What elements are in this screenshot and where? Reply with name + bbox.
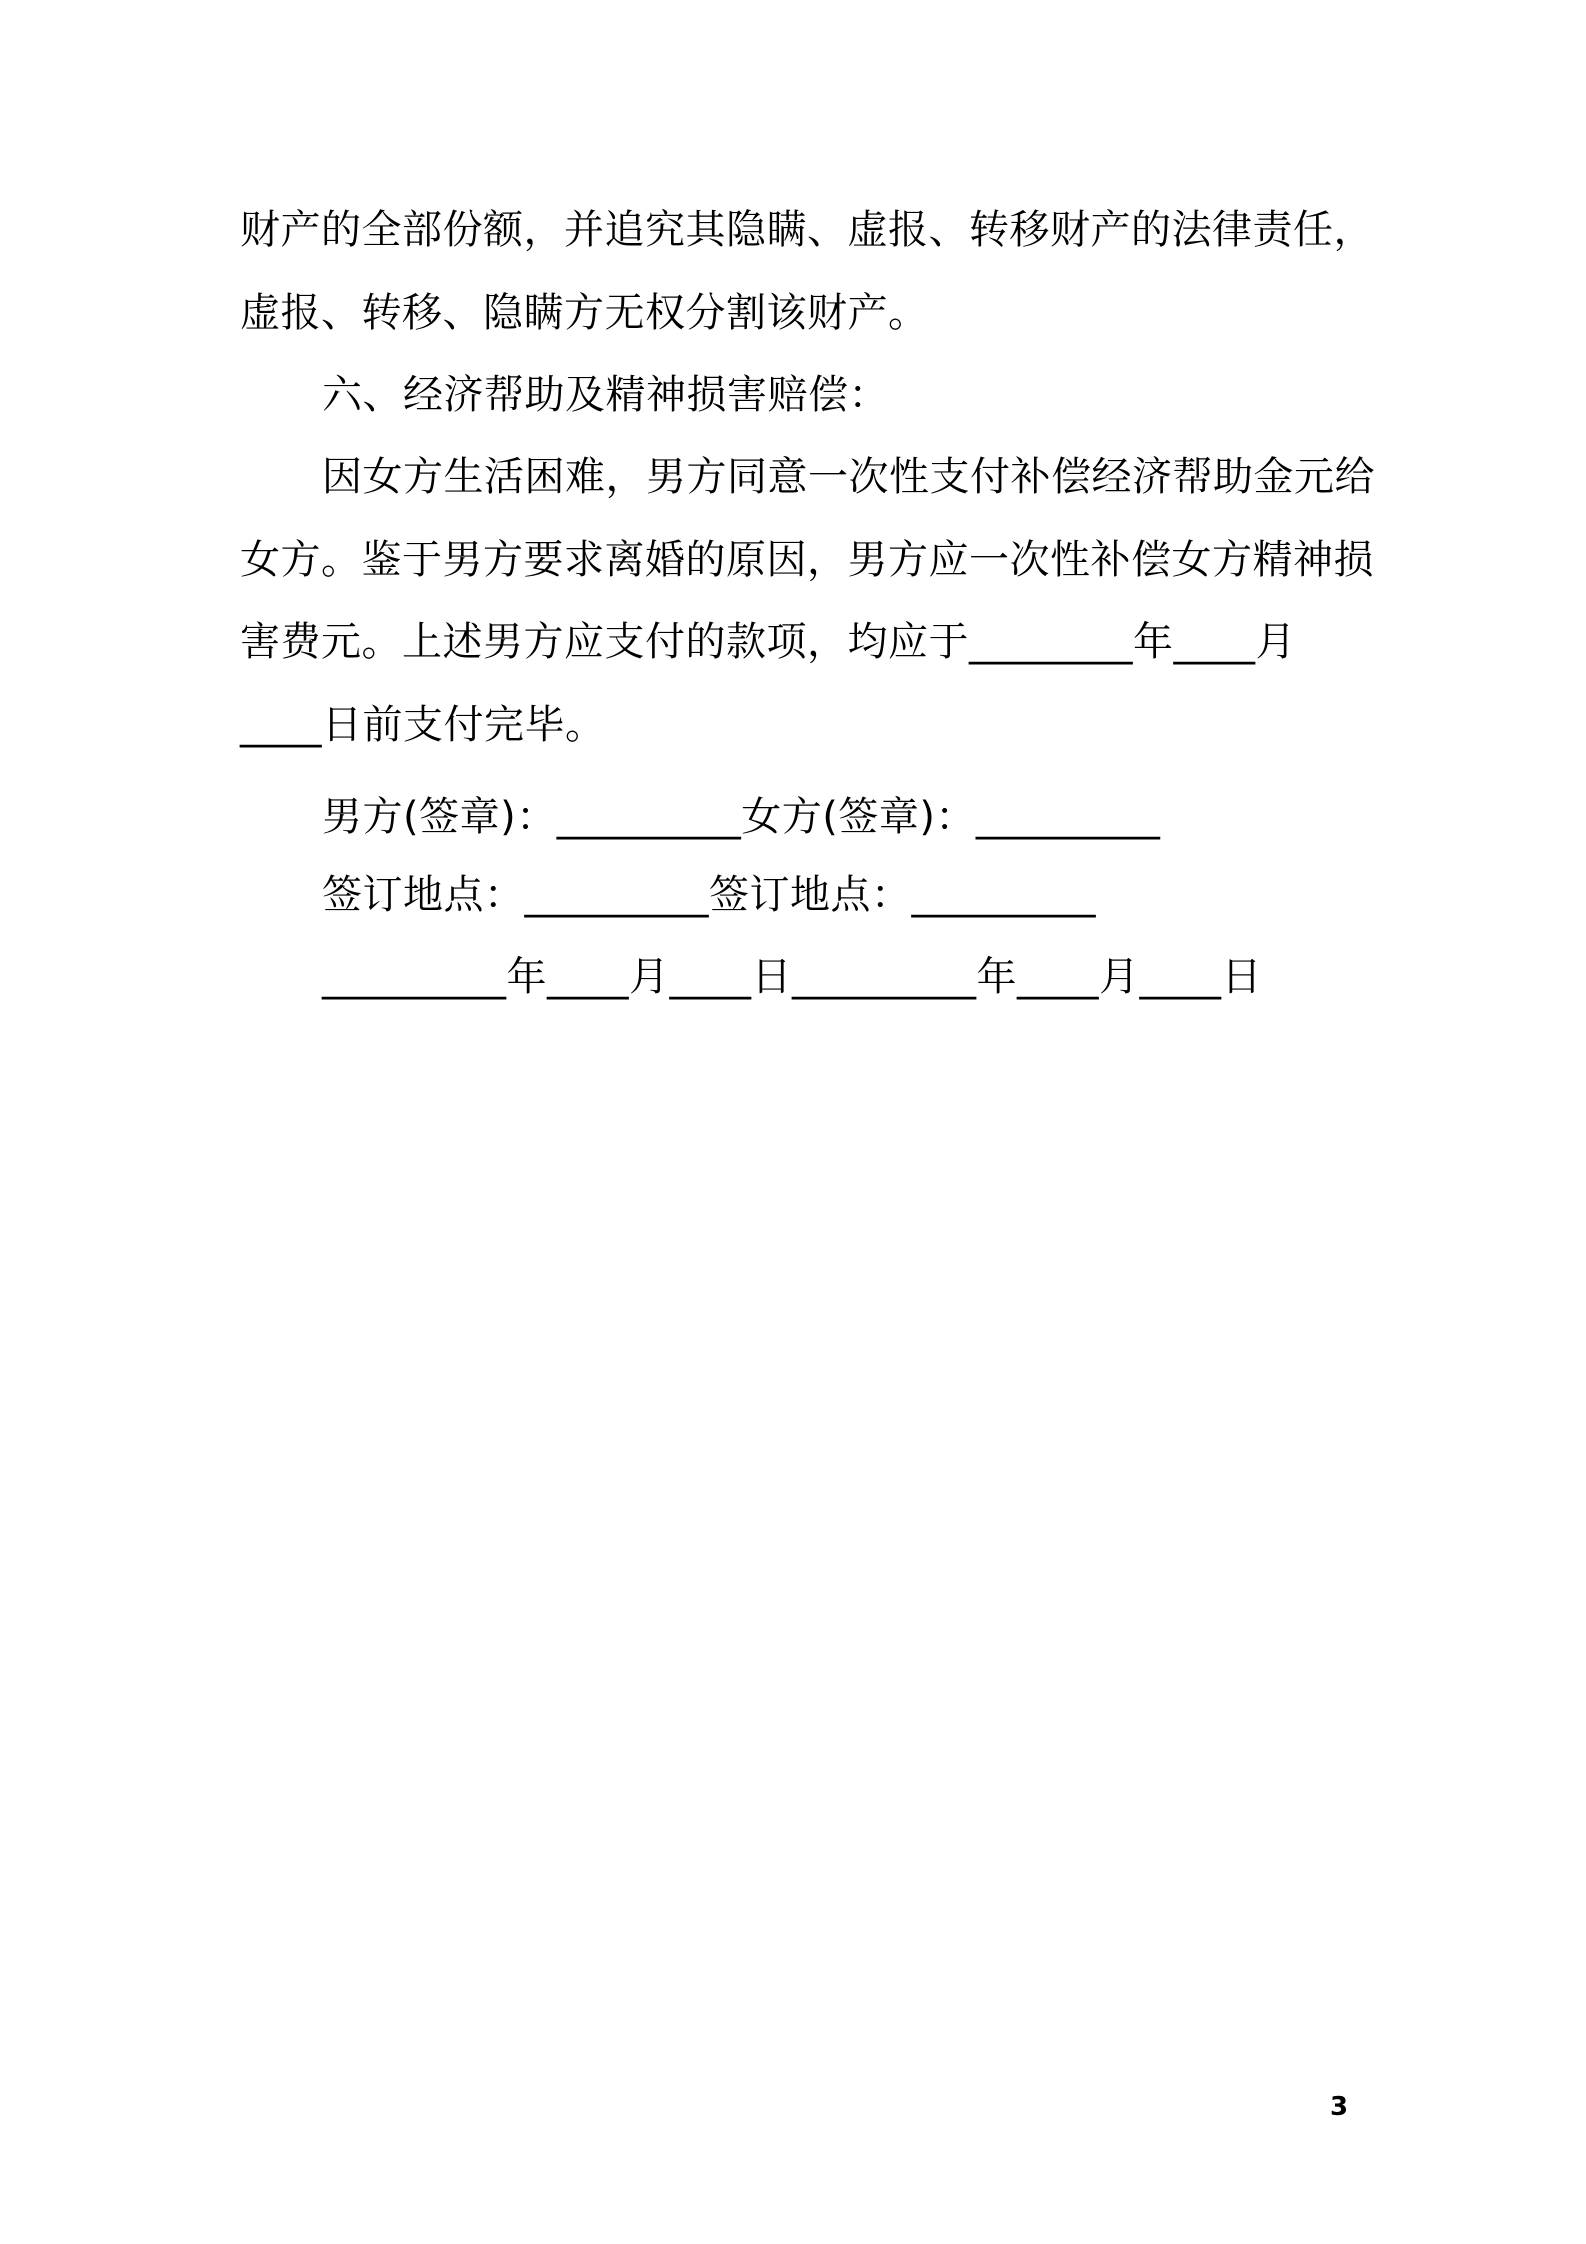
date-line: _________年____月____日_________年____月____日 [322, 954, 1262, 1000]
signing-location-line: 签订地点：_________签订地点：_________ [322, 872, 1096, 918]
signature-line: 男方(签章)：_________女方(签章)：_________ [322, 794, 1161, 840]
text-line-5: 女方。鉴于男方要求离婚的原因，男方应一次性补偿女方精神损 [240, 537, 1374, 583]
page-number: 3 [1330, 2092, 1349, 2122]
text-line-6: 害费元。上述男方应支付的款项，均应于________年____月 [240, 619, 1296, 665]
text-line-4: 因女方生活困难，男方同意一次性支付补偿经济帮助金元给 [322, 454, 1375, 500]
text-line-7: ____日前支付完毕。 [240, 702, 606, 748]
text-line-1: 财产的全部份额，并追究其隐瞒、虚报、转移财产的法律责任， [240, 207, 1374, 253]
text-line-2: 虚报、转移、隐瞒方无权分割该财产。 [240, 290, 929, 336]
section-heading: 六、经济帮助及精神损害赔偿： [322, 372, 889, 418]
